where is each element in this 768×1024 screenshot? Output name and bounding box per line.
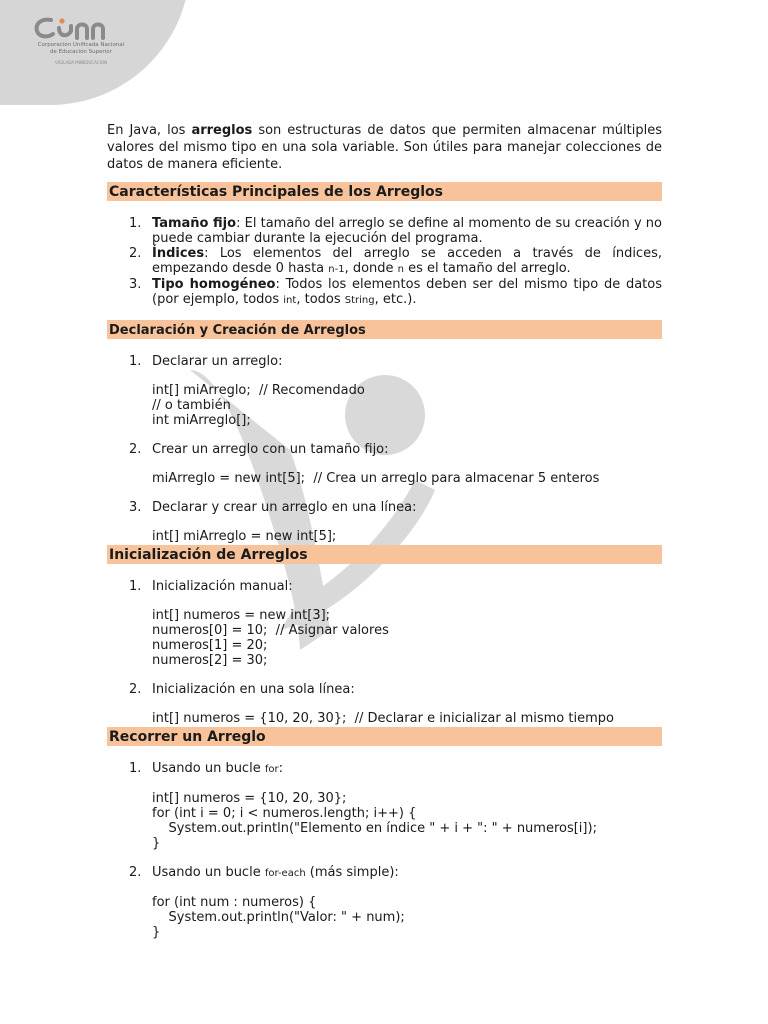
step-label: : [278,761,283,776]
code-line: int[] numeros = {10, 20, 30}; [152,791,347,806]
step-item [107,579,662,594]
intro-paragraph [107,122,662,173]
code-block [107,895,662,940]
item-text: , todos [296,292,345,307]
item-term: Índices [152,246,205,261]
code-line: numeros[2] = 30; [152,653,268,668]
inline-code: for [264,764,279,775]
list-number: 2. [129,246,142,261]
item-text: : El tamaño del arreglo se define al momento de su creación y no puede cambiar durante la ejecución del programa. [152,216,662,246]
list-number: 2. [129,442,142,457]
code-line: System.out.println("Valor: " + num); [152,910,405,925]
code-line: numeros[0] = 10; // Asignar valores [152,623,389,638]
step-label: Inicialización manual: [152,579,293,594]
item-text: , donde [344,261,398,276]
step-item [107,442,662,457]
code-line: miArreglo = new int[5]; // Crea un arreglo para almacenar 5 enteros [152,471,600,486]
step-label: (más simple): [305,865,399,880]
org-tagline: VIGILADA MINEDUCACIÓN [55,60,107,65]
step-label: Crear un arreglo con un tamaño fijo: [152,442,389,457]
step-item [107,865,662,881]
intro-bold-term: arreglos [191,123,253,138]
section-heading-inicializacion: Inicialización de Arreglos [107,545,662,564]
item-text: : Los elementos del arreglo se acceden a través de índices, empezando desde 0 hasta [152,246,662,276]
list-number: 1. [129,579,142,594]
code-line: int[] numeros = {10, 20, 30}; // Declarar e inicializar al mismo tiempo [152,711,614,726]
section-inicializacion [107,545,662,726]
item-text: es el tamaño del arreglo. [404,261,571,276]
code-line: numeros[1] = 20; [152,638,268,653]
item-text: , etc.). [374,292,417,307]
cun-logo-mark [31,14,131,42]
code-block [107,383,662,428]
section-heading-declaracion: Declaración y Creación de Arreglos [107,320,662,339]
code-line: for (int i = 0; i < numeros.length; i++) { [152,806,417,821]
code-block [107,471,662,486]
code-block [107,608,662,668]
inline-code: String [344,295,375,306]
logo [26,14,136,66]
org-name-line-2: de Educación Superior [50,49,112,55]
code-line: System.out.println("Elemento en índice " + i + ": " + numeros[i]); [152,821,597,836]
step-item [107,500,662,515]
section-declaracion [107,320,662,544]
code-block [107,529,662,544]
code-line: } [152,836,161,851]
step-item [107,761,662,777]
document-body [107,122,662,940]
inline-code: int [283,295,297,306]
code-line: int[] numeros = new int[3]; [152,608,331,623]
list-number: 2. [129,865,142,880]
code-line: // o también [152,398,231,413]
step-label: Usando un bucle [152,865,265,880]
step-item [107,354,662,369]
section-heading-recorrer: Recorrer un Arreglo [107,727,662,746]
item-text: : Todos los elementos deben ser del mismo tipo de datos (por ejemplo, todos [152,277,662,307]
list-number: 2. [129,682,142,697]
item-term: Tipo homogéneo [152,277,276,292]
code-line: int[] miArreglo; // Recomendado [152,383,365,398]
list-item [107,246,662,277]
code-block [107,791,662,851]
inline-code: for-each [264,868,306,879]
step-label: Declarar y crear un arreglo en una línea: [152,500,417,515]
inline-code: n [397,264,405,275]
code-line: int[] miArreglo = new int[5]; [152,529,337,544]
step-label: Declarar un arreglo: [152,354,283,369]
step-item [107,682,662,697]
list-item [107,216,662,246]
code-block [107,711,662,726]
caracteristicas-list [107,216,662,308]
org-name-line-1: Corporación Unificada Nacional [37,42,125,48]
section-heading-caracteristicas: Características Principales de los Arreglos [107,182,662,201]
code-line: for (int num : numeros) { [152,895,317,910]
intro-text-1: En Java, los [107,123,192,138]
list-number: 3. [129,277,142,292]
list-number: 1. [129,761,142,776]
item-term: Tamaño fijo [152,216,237,231]
section-caracteristicas [107,182,662,308]
list-item [107,277,662,308]
list-number: 3. [129,500,142,515]
intro-text-2: son estructuras de datos que permiten almacenar múltiples valores del mismo tipo en una sola variable. Son útiles para manejar colecciones de datos de manera eficiente. [107,123,662,172]
list-number: 1. [129,216,142,231]
section-recorrer [107,727,662,940]
list-number: 1. [129,354,142,369]
inline-code: n-1 [328,264,345,275]
code-line: } [152,925,161,940]
code-line: int miArreglo[]; [152,413,251,428]
step-label: Usando un bucle [152,761,265,776]
step-label: Inicialización en una sola línea: [152,682,355,697]
